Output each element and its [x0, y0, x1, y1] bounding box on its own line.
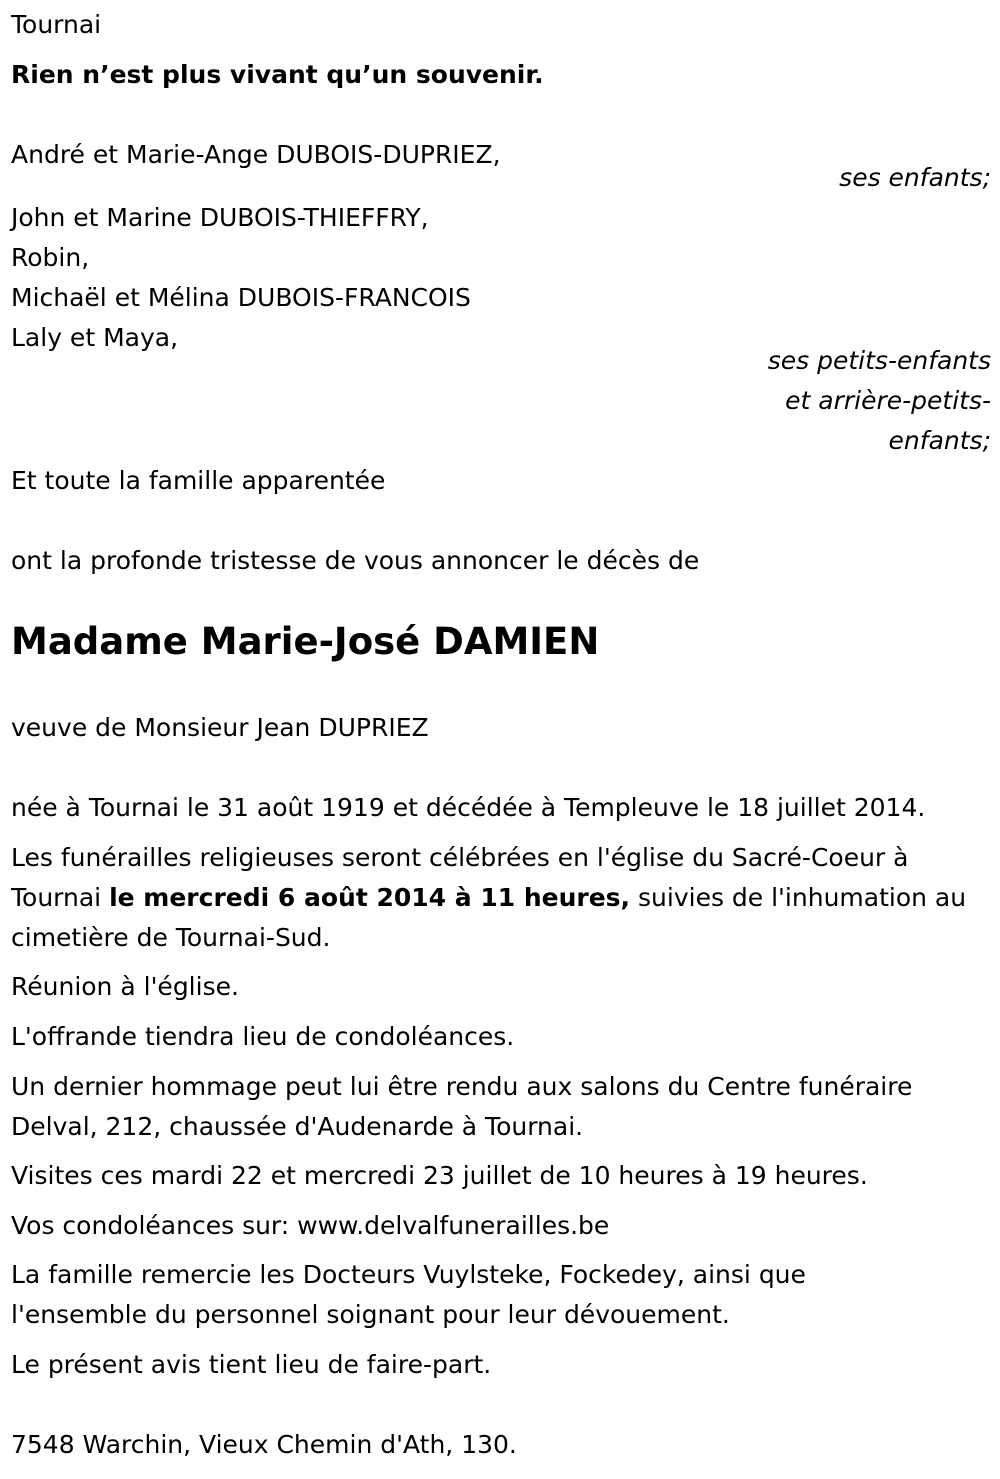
extended-family: Et toute la famille apparentée: [11, 466, 386, 495]
meeting: Réunion à l'église.: [11, 972, 239, 1001]
notice: Le présent avis tient lieu de faire-part.: [11, 1350, 492, 1379]
quote: Rien n’est plus vivant qu’un souvenir.: [11, 60, 544, 89]
homage: Un dernier hommage peut lui être rendu aux salons du Centre funéraire Delval, 212, chaussée d'Audenarde à Tournai.: [11, 1072, 913, 1141]
grandchild-line: Robin,: [11, 243, 90, 272]
announcement: ont la profonde tristesse de vous annoncer le décès de: [11, 546, 700, 575]
funeral-text: Les funérailles religieuses seront célébrées en l'église du Sacré-Coeur à Tournai: [11, 843, 909, 912]
grandchild-line: Laly et Maya,: [11, 323, 179, 352]
deceased-name: Madame Marie-José DAMIEN: [11, 620, 600, 663]
visits: Visites ces mardi 22 et mercredi 23 juillet de 10 heures à 19 heures.: [11, 1161, 868, 1190]
grandchild-line: Michaël et Mélina DUBOIS-FRANCOIS: [11, 283, 471, 312]
funeral-text: suivies de l'inhumation au cimetière de Tournai-Sud.: [11, 883, 967, 952]
birth-death: née à Tournai le 31 août 1919 et décédée à Templeuve le 18 juillet 2014.: [11, 793, 926, 822]
offering: L'offrande tiendra lieu de condoléances.: [11, 1022, 515, 1051]
children-role: ses enfants;: [839, 163, 991, 192]
place: Tournai: [11, 10, 102, 39]
grandchildren-role: ses petits-enfants: [767, 346, 991, 375]
children-names: André et Marie-Ange DUBOIS-DUPRIEZ,: [11, 140, 501, 169]
widow-of: veuve de Monsieur Jean DUPRIEZ: [11, 713, 429, 742]
grandchildren-role: et arrière-petits-: [785, 386, 991, 415]
thanks: La famille remercie les Docteurs Vuylsteke, Fockedey, ainsi que l'ensemble du personnel soignant pour leur dévouement.: [11, 1260, 806, 1329]
grandchildren-role: enfants;: [888, 426, 991, 455]
grandchild-line: John et Marine DUBOIS-THIEFFRY,: [11, 203, 429, 232]
address: 7548 Warchin, Vieux Chemin d'Ath, 130.: [11, 1430, 517, 1459]
funeral-date: le mercredi 6 août 2014 à 11 heures,: [109, 883, 631, 912]
funeral-paragraph: [11, 838, 981, 958]
condolences-website: Vos condoléances sur: www.delvalfunerailles.be: [11, 1211, 610, 1240]
